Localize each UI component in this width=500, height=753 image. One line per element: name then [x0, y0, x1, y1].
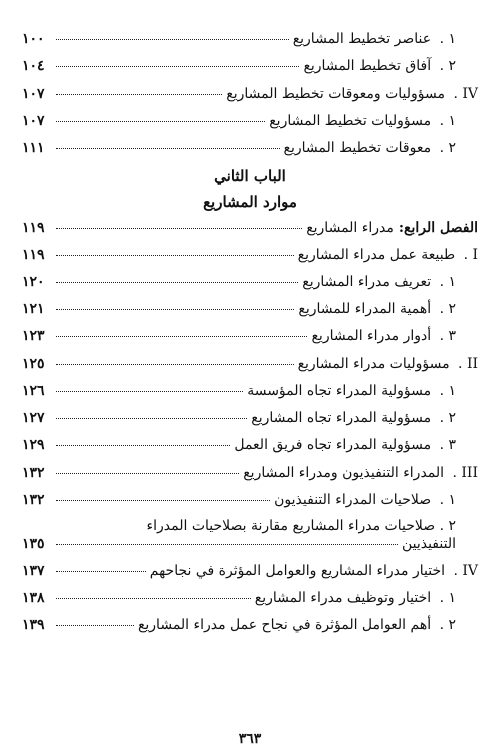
page-number: ١٠٧: [22, 86, 45, 102]
entry-title: أهم العوامل المؤثرة في نجاح عمل مدراء المشاريع: [137, 617, 432, 633]
toc-entry[interactable]: [22, 273, 478, 291]
page-number: ١٣٢: [22, 492, 45, 508]
chapter-title: مدراء المشاريع: [306, 220, 394, 236]
entry-title: تعريف مدراء المشاريع: [302, 274, 432, 290]
entry-number: ٢ .: [439, 518, 456, 534]
page-number: ١٣٧: [22, 563, 45, 579]
entry-number: ١ .: [439, 113, 456, 129]
entry-label: [269, 112, 478, 130]
entry-label: [226, 85, 478, 103]
entry-label: [302, 273, 478, 291]
entry-label: [251, 409, 478, 427]
dot-leader: [56, 336, 307, 337]
entry-title: مسؤوليات تخطيط المشاريع: [269, 113, 432, 129]
entry-label: [255, 589, 478, 607]
entry-label: [303, 57, 478, 75]
page-number: ١٢٥: [22, 356, 45, 372]
entry-title: مسؤوليات مدراء المشاريع: [297, 356, 450, 372]
toc-entry-multiline[interactable]: [22, 517, 478, 553]
page-folio: ٣٦٣: [238, 731, 262, 747]
entry-title: مسؤولية المدراء تجاه المؤسسة: [247, 383, 432, 399]
entry-title: اختيار وتوظيف مدراء المشاريع: [254, 590, 432, 606]
toc-entry[interactable]: [22, 382, 478, 400]
toc-entry[interactable]: [22, 85, 478, 103]
entry-number: ١ .: [439, 274, 456, 290]
dot-leader: [56, 255, 294, 256]
entry-label: [274, 491, 478, 509]
entry-label: [150, 562, 478, 580]
page-number: ١٠٧: [22, 113, 45, 129]
entry-title: أدوار مدراء المشاريع: [311, 328, 432, 344]
page-number: ١٢٩: [22, 437, 45, 453]
page-number: ١١٩: [22, 220, 45, 236]
toc-section-managers: [22, 237, 478, 509]
entry-title: أهمية المدراء للمشاريع: [298, 301, 432, 317]
toc-entry[interactable]: [22, 112, 478, 130]
toc-entry[interactable]: [22, 57, 478, 75]
entry-number: II .: [458, 356, 478, 372]
entry-label: [138, 616, 478, 634]
toc-entry[interactable]: [22, 616, 478, 634]
entry-number: I .: [463, 247, 478, 263]
entry-number: ٢ .: [439, 410, 456, 426]
toc-entry[interactable]: [22, 355, 478, 373]
entry-number: ٣ .: [439, 328, 456, 344]
dot-leader: [56, 418, 247, 419]
dot-leader: [56, 598, 251, 599]
toc-entry[interactable]: [22, 327, 478, 345]
toc-entry[interactable]: [22, 589, 478, 607]
toc-entry[interactable]: [22, 491, 478, 509]
dot-leader: [56, 571, 146, 572]
dot-leader: [56, 282, 298, 283]
toc-entry[interactable]: [22, 30, 478, 48]
table-of-contents: [22, 30, 478, 634]
entry-title: اختيار مدراء المشاريع والعوامل المؤثرة في نجاحهم: [149, 563, 445, 579]
part-title: موارد المشاريع: [203, 193, 297, 211]
entry-number: ٢ .: [439, 301, 456, 317]
chapter-label: الفصل الرابع:: [398, 220, 478, 236]
page-number: ١١٩: [22, 247, 45, 263]
entry-title-line1: صلاحيات مدراء المشاريع مقارنة بصلاحيات المدراء: [146, 518, 436, 534]
part-heading: الباب الثاني: [214, 167, 286, 185]
entry-label: [298, 355, 478, 373]
page-number: ١٢٠: [22, 274, 45, 290]
entry-title: مسؤوليات ومعوقات تخطيط المشاريع: [226, 86, 445, 102]
page-number: ١٠٤: [22, 58, 45, 74]
entry-title: آفاق تخطيط المشاريع: [303, 58, 432, 74]
toc-entry[interactable]: [22, 246, 478, 264]
entry-number: ١ .: [439, 383, 456, 399]
dot-leader: [56, 39, 289, 40]
dot-leader: [56, 66, 299, 67]
dot-leader: [56, 625, 134, 626]
toc-section-selection: [22, 553, 478, 634]
entry-number: ٢ .: [439, 140, 456, 156]
page-number: ١٢٦: [22, 383, 45, 399]
entry-title: طبيعة عمل مدراء المشاريع: [297, 247, 456, 263]
page-number: ١٢١: [22, 301, 45, 317]
toc-entry[interactable]: [22, 464, 478, 482]
entry-title: مسؤولية المدراء تجاه فريق العمل: [234, 437, 432, 453]
chapter-entry[interactable]: [22, 219, 478, 237]
toc-entry[interactable]: [22, 409, 478, 427]
dot-leader: [56, 391, 243, 392]
toc-entry[interactable]: [22, 562, 478, 580]
page-number: ١٠٠: [22, 31, 45, 47]
toc-entry[interactable]: [22, 300, 478, 318]
entry-label: [298, 300, 478, 318]
page-number: ١٣٨: [22, 590, 45, 606]
dot-leader: [56, 309, 294, 310]
entry-label: [247, 382, 478, 400]
toc-entry[interactable]: [22, 139, 478, 157]
entry-label: [293, 30, 478, 48]
entry-title: عناصر تخطيط المشاريع: [292, 31, 432, 47]
entry-number: IV .: [453, 563, 478, 579]
entry-label: [243, 464, 478, 482]
entry-number: ٣ .: [439, 437, 456, 453]
dot-leader: [56, 228, 302, 229]
entry-number: III .: [452, 465, 478, 481]
dot-leader: [56, 473, 239, 474]
entry-title-line2: التنفيذيين: [401, 536, 456, 552]
dot-leader: [56, 445, 230, 446]
entry-label: [298, 246, 478, 264]
toc-entry[interactable]: [22, 436, 478, 454]
toc-section-planning: [22, 30, 478, 157]
dot-leader: [56, 121, 265, 122]
entry-number: ٢ .: [439, 617, 456, 633]
entry-title: المدراء التنفيذيون ومدراء المشاريع: [243, 465, 445, 481]
page-number: ١٣٢: [22, 465, 45, 481]
entry-number: ٢ .: [439, 58, 456, 74]
entry-number: IV .: [453, 86, 478, 102]
entry-label: [234, 436, 478, 454]
dot-leader: [56, 94, 222, 95]
dot-leader: [56, 364, 294, 365]
entry-title: مسؤولية المدراء تجاه المشاريع: [251, 410, 432, 426]
entry-number: ١ .: [439, 31, 456, 47]
entry-title: صلاحيات المدراء التنفيذيون: [274, 492, 432, 508]
page-number: ١٣٩: [22, 617, 45, 633]
entry-number: ١ .: [439, 590, 456, 606]
entry-label: [284, 139, 478, 157]
entry-label: [311, 327, 478, 345]
page-number: ١٢٧: [22, 410, 45, 426]
page-number: ١٢٣: [22, 328, 45, 344]
entry-number: ١ .: [439, 492, 456, 508]
page-number: ١١١: [22, 140, 45, 156]
entry-title: معوقات تخطيط المشاريع: [283, 140, 432, 156]
dot-leader: [56, 500, 270, 501]
page-number: ١٣٥: [22, 536, 45, 552]
dot-leader: [56, 148, 280, 149]
dot-leader: [56, 544, 398, 545]
